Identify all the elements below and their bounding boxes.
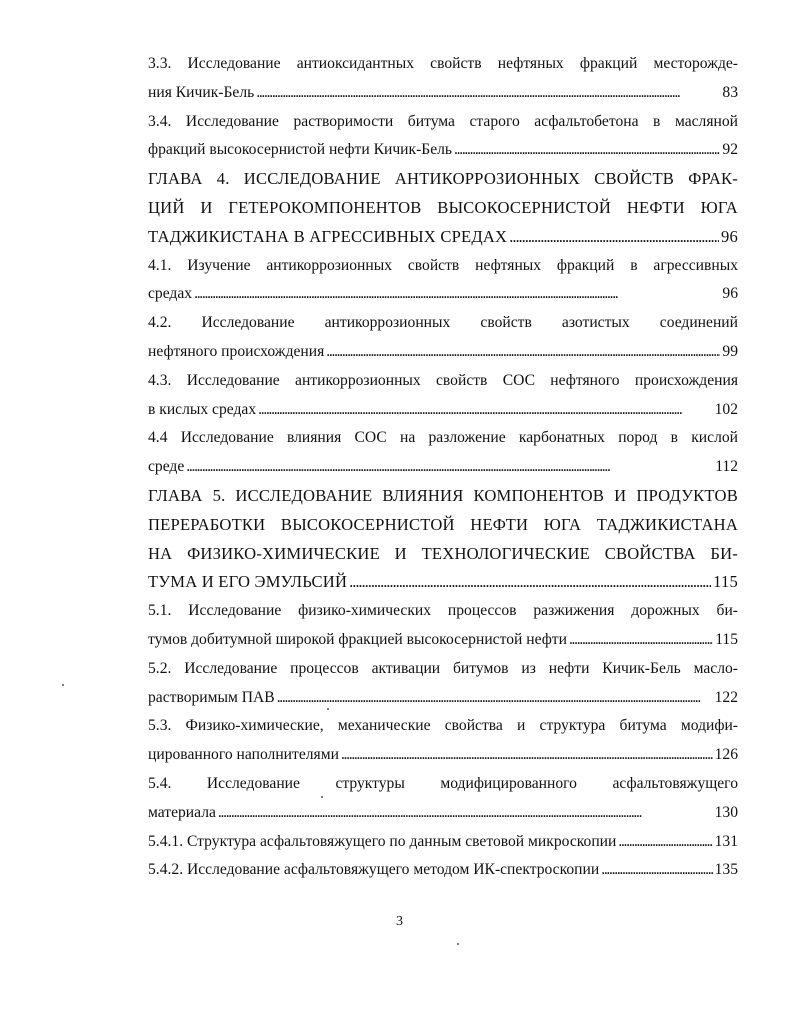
toc-entry-title-tail: материала bbox=[148, 803, 216, 821]
toc-entry-title-tail: ния Кичик-Бель bbox=[148, 83, 255, 101]
toc-entry-text-line: 4.4 Исследование влияния СОС на разложение карбонатных пород в кислой bbox=[148, 429, 738, 447]
toc-section-entry bbox=[148, 828, 738, 857]
toc-page-number: 112 bbox=[715, 458, 738, 476]
toc-page-number: 130 bbox=[714, 803, 738, 821]
dot-leader bbox=[509, 223, 719, 252]
toc-section-entry bbox=[148, 108, 738, 166]
toc-entry-title-tail: цированного наполнителями bbox=[148, 746, 339, 764]
toc-chapter-entry bbox=[148, 165, 738, 251]
toc-page-number: 96 bbox=[721, 226, 738, 246]
toc-entry-title-tail: тумов добитумной широкой фракцией высокосернистой нефти bbox=[148, 630, 567, 648]
dot-leader bbox=[569, 626, 713, 655]
toc-entry-text-line: 5.1. Исследование физико-химических процессов разжижения дорожных би- bbox=[148, 602, 738, 620]
toc-entry-text-line: 5.4. Исследование структуры модифицированного асфальтовяжущего bbox=[148, 774, 738, 792]
toc-entry-text-line: НА ФИЗИКО-ХИМИЧЕСКИЕ И ТЕХНОЛОГИЧЕСКИЕ СВОЙСТВА БИ- bbox=[148, 543, 738, 563]
toc-entry-final-line bbox=[148, 79, 738, 108]
scan-speck bbox=[321, 796, 323, 798]
toc-entry-text-line: 5.2. Исследование процессов активации битумов из нефти Кичик-Бель масло- bbox=[148, 659, 738, 677]
dot-leader bbox=[194, 280, 720, 309]
toc-page-number: 115 bbox=[715, 630, 738, 648]
toc-section-entry bbox=[148, 856, 738, 885]
toc-section-entry bbox=[148, 712, 738, 770]
toc-entry-text-line: ГЛАВА 4. ИССЛЕДОВАНИЕ АНТИКОРРОЗИОННЫХ СВОЙСТВ ФРАК- bbox=[148, 169, 738, 189]
toc-page-number: 92 bbox=[722, 141, 738, 159]
toc-entry-final-line bbox=[148, 136, 738, 165]
dot-leader bbox=[256, 79, 720, 108]
dot-leader bbox=[454, 136, 720, 165]
toc-entry-text-line: 4.3. Исследование антикоррозионных свойств СОС нефтяного происхождения bbox=[148, 371, 738, 389]
dot-leader bbox=[326, 338, 720, 367]
toc-section-entry bbox=[148, 50, 738, 108]
toc-page-number: 135 bbox=[714, 861, 738, 879]
toc-page-number: 83 bbox=[722, 83, 738, 101]
toc-entry-final-line bbox=[148, 453, 738, 482]
toc-entry-final-line bbox=[148, 280, 738, 309]
scan-speck bbox=[327, 708, 329, 710]
toc-section-entry bbox=[148, 309, 738, 367]
toc-section-entry bbox=[148, 597, 738, 655]
toc-entry-final-line bbox=[148, 626, 738, 655]
toc-entry-title-tail: средах bbox=[148, 285, 193, 303]
toc-entry-final-line bbox=[148, 396, 738, 425]
toc-page-number: 122 bbox=[714, 688, 738, 706]
toc-entry-title-tail: 5.4.2. Исследование асфальтовяжущего методом ИК-спектроскопии bbox=[148, 861, 600, 879]
toc-page-number: 102 bbox=[714, 400, 738, 418]
toc-section-entry bbox=[148, 367, 738, 425]
toc-section-entry bbox=[148, 770, 738, 828]
toc-page-number: 96 bbox=[722, 285, 738, 303]
toc-entry-title-tail: растворимым ПАВ bbox=[148, 688, 275, 706]
toc-entry-title-tail: среде bbox=[148, 458, 185, 476]
toc-entry-text-line: ГЛАВА 5. ИССЛЕДОВАНИЕ ВЛИЯНИЯ КОМПОНЕНТОВ И ПРОДУКТОВ bbox=[148, 485, 738, 505]
toc-page-number: 99 bbox=[722, 342, 738, 360]
toc-entry-title-tail: нефтяного происхождения bbox=[148, 342, 325, 360]
dot-leader bbox=[601, 856, 712, 885]
dot-leader bbox=[618, 828, 712, 857]
dot-leader bbox=[341, 741, 713, 770]
toc-entry-title-tail: 5.4.1. Структура асфальтовяжущего по данным световой микроскопии bbox=[148, 832, 617, 850]
toc-section-entry bbox=[148, 424, 738, 482]
scan-speck bbox=[457, 943, 459, 945]
toc-section-entry bbox=[148, 655, 738, 713]
toc-page-number: 131 bbox=[714, 832, 738, 850]
scan-speck bbox=[62, 684, 64, 686]
dot-leader bbox=[349, 568, 711, 597]
dot-leader bbox=[186, 453, 713, 482]
toc-entry-text-line: 4.1. Изучение антикоррозионных свойств нефтяных фракций в агрессивных bbox=[148, 256, 738, 274]
toc-entry-text-line: 5.3. Физико-химические, механические свойства и структура битума модифи- bbox=[148, 717, 738, 735]
toc-entry-title-tail: фракций высокосернистой нефти Кичик-Бель bbox=[148, 141, 453, 159]
toc-entry-final-line bbox=[148, 799, 738, 828]
dot-leader bbox=[258, 396, 712, 425]
toc-entry-final-line bbox=[148, 828, 738, 857]
toc-entry-title-tail: в кислых средах bbox=[148, 400, 257, 418]
toc-entry-final-line bbox=[148, 684, 738, 713]
page-number: 3 bbox=[396, 914, 403, 929]
toc-entry-final-line bbox=[148, 856, 738, 885]
dot-leader bbox=[218, 799, 713, 828]
toc-entry-final-line bbox=[148, 338, 738, 367]
toc-page-number: 126 bbox=[714, 746, 738, 764]
toc-page-number: 115 bbox=[713, 572, 738, 592]
toc-entry-text-line: ЦИЙ И ГЕТЕРОКОМПОНЕНТОВ ВЫСОКОСЕРНИСТОЙ НЕФТИ ЮГА bbox=[148, 197, 738, 217]
toc-entry-text-line: 4.2. Исследование антикоррозионных свойств азотистых соединений bbox=[148, 314, 738, 332]
toc-entry-text-line: 3.4. Исследование растворимости битума старого асфальтобетона в масляной bbox=[148, 112, 738, 130]
toc-section-entry bbox=[148, 252, 738, 310]
toc-entry-title-tail: ТАДЖИКИСТАНА В АГРЕССИВНЫХ СРЕДАХ bbox=[148, 226, 508, 246]
toc-chapter-entry bbox=[148, 482, 738, 597]
toc-entry-final-line bbox=[148, 568, 738, 597]
toc-entry-final-line bbox=[148, 741, 738, 770]
dot-leader bbox=[277, 684, 713, 713]
toc-entry-title-tail: ТУМА И ЕГО ЭМУЛЬСИЙ bbox=[148, 572, 348, 592]
toc-entry-text-line: ПЕРЕРАБОТКИ ВЫСОКОСЕРНИСТОЙ НЕФТИ ЮГА ТАДЖИКИСТАНА bbox=[148, 514, 738, 534]
toc-entry-final-line bbox=[148, 223, 738, 252]
table-of-contents bbox=[148, 50, 738, 885]
toc-entry-text-line: 3.3. Исследование антиоксидантных свойств нефтяных фракций месторожде- bbox=[148, 55, 738, 72]
